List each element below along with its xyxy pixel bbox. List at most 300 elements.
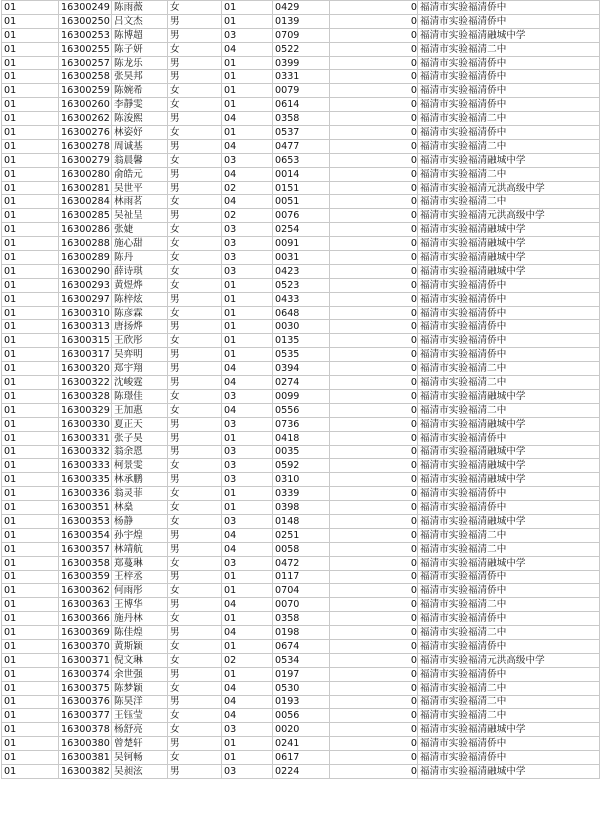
school-cell[interactable]: 福清市实验福清侨中	[418, 501, 600, 515]
name-cell[interactable]: 陈子妍	[112, 42, 168, 56]
gender-cell[interactable]: 女	[168, 612, 222, 626]
group-code-cell[interactable]: 04	[222, 376, 273, 390]
student-id-cell[interactable]: 16300313	[59, 320, 112, 334]
group-code-cell[interactable]: 04	[222, 542, 273, 556]
gender-cell[interactable]: 男	[168, 528, 222, 542]
gender-cell[interactable]: 男	[168, 112, 222, 126]
group-code-cell[interactable]: 04	[222, 167, 273, 181]
seat-number-cell[interactable]: 0274	[273, 376, 330, 390]
school-cell[interactable]: 福清市实验福清侨中	[418, 737, 600, 751]
seat-number-cell[interactable]: 0241	[273, 737, 330, 751]
district-code-cell[interactable]: 01	[2, 209, 59, 223]
group-code-cell[interactable]: 03	[222, 445, 273, 459]
flag-cell[interactable]: 0	[330, 501, 418, 515]
district-code-cell[interactable]: 01	[2, 598, 59, 612]
gender-cell[interactable]: 女	[168, 653, 222, 667]
gender-cell[interactable]: 女	[168, 389, 222, 403]
district-code-cell[interactable]: 01	[2, 737, 59, 751]
group-code-cell[interactable]: 03	[222, 28, 273, 42]
group-code-cell[interactable]: 03	[222, 723, 273, 737]
seat-number-cell[interactable]: 0709	[273, 28, 330, 42]
school-cell[interactable]: 福清市实验福清融城中学	[418, 264, 600, 278]
district-code-cell[interactable]: 01	[2, 264, 59, 278]
school-cell[interactable]: 福清市实验福清二中	[418, 139, 600, 153]
gender-cell[interactable]: 男	[168, 292, 222, 306]
name-cell[interactable]: 吕文杰	[112, 14, 168, 28]
district-code-cell[interactable]: 01	[2, 723, 59, 737]
name-cell[interactable]: 沈峻霆	[112, 376, 168, 390]
school-cell[interactable]: 福清市实验福清侨中	[418, 278, 600, 292]
name-cell[interactable]: 郑蔓琳	[112, 556, 168, 570]
seat-number-cell[interactable]: 0197	[273, 667, 330, 681]
school-cell[interactable]: 福清市实验福清二中	[418, 709, 600, 723]
district-code-cell[interactable]: 01	[2, 278, 59, 292]
flag-cell[interactable]: 0	[330, 98, 418, 112]
seat-number-cell[interactable]: 0331	[273, 70, 330, 84]
seat-number-cell[interactable]: 0091	[273, 237, 330, 251]
seat-number-cell[interactable]: 0592	[273, 459, 330, 473]
flag-cell[interactable]: 0	[330, 56, 418, 70]
name-cell[interactable]: 吴祉呈	[112, 209, 168, 223]
district-code-cell[interactable]: 01	[2, 14, 59, 28]
school-cell[interactable]: 福清市实验福清侨中	[418, 584, 600, 598]
name-cell[interactable]: 曾楚轩	[112, 737, 168, 751]
gender-cell[interactable]: 女	[168, 501, 222, 515]
flag-cell[interactable]: 0	[330, 542, 418, 556]
district-code-cell[interactable]: 01	[2, 709, 59, 723]
group-code-cell[interactable]: 01	[222, 751, 273, 765]
group-code-cell[interactable]: 01	[222, 667, 273, 681]
student-id-cell[interactable]: 16300280	[59, 167, 112, 181]
student-id-cell[interactable]: 16300333	[59, 459, 112, 473]
group-code-cell[interactable]: 01	[222, 584, 273, 598]
flag-cell[interactable]: 0	[330, 14, 418, 28]
flag-cell[interactable]: 0	[330, 251, 418, 265]
student-id-cell[interactable]: 16300374	[59, 667, 112, 681]
flag-cell[interactable]: 0	[330, 639, 418, 653]
school-cell[interactable]: 福清市实验福清二中	[418, 167, 600, 181]
name-cell[interactable]: 陈梓炫	[112, 292, 168, 306]
district-code-cell[interactable]: 01	[2, 70, 59, 84]
group-code-cell[interactable]: 01	[222, 501, 273, 515]
name-cell[interactable]: 王加惠	[112, 403, 168, 417]
seat-number-cell[interactable]: 0429	[273, 1, 330, 15]
seat-number-cell[interactable]: 0014	[273, 167, 330, 181]
school-cell[interactable]: 福清市实验福清二中	[418, 376, 600, 390]
seat-number-cell[interactable]: 0251	[273, 528, 330, 542]
group-code-cell[interactable]: 04	[222, 42, 273, 56]
seat-number-cell[interactable]: 0135	[273, 334, 330, 348]
student-id-cell[interactable]: 16300315	[59, 334, 112, 348]
district-code-cell[interactable]: 01	[2, 459, 59, 473]
group-code-cell[interactable]: 01	[222, 570, 273, 584]
group-code-cell[interactable]: 02	[222, 209, 273, 223]
seat-number-cell[interactable]: 0399	[273, 56, 330, 70]
student-id-cell[interactable]: 16300370	[59, 639, 112, 653]
student-id-cell[interactable]: 16300317	[59, 348, 112, 362]
name-cell[interactable]: 翁晨馨	[112, 153, 168, 167]
district-code-cell[interactable]: 01	[2, 653, 59, 667]
district-code-cell[interactable]: 01	[2, 445, 59, 459]
district-code-cell[interactable]: 01	[2, 362, 59, 376]
gender-cell[interactable]: 女	[168, 709, 222, 723]
school-cell[interactable]: 福清市实验福清侨中	[418, 126, 600, 140]
name-cell[interactable]: 吴弈明	[112, 348, 168, 362]
seat-number-cell[interactable]: 0537	[273, 126, 330, 140]
gender-cell[interactable]: 女	[168, 459, 222, 473]
gender-cell[interactable]: 男	[168, 667, 222, 681]
gender-cell[interactable]: 女	[168, 639, 222, 653]
name-cell[interactable]: 王博华	[112, 598, 168, 612]
school-cell[interactable]: 福清市实验福清融城中学	[418, 417, 600, 431]
seat-number-cell[interactable]: 0674	[273, 639, 330, 653]
name-cell[interactable]: 陈龙乐	[112, 56, 168, 70]
group-code-cell[interactable]: 01	[222, 306, 273, 320]
gender-cell[interactable]: 男	[168, 417, 222, 431]
student-id-cell[interactable]: 16300253	[59, 28, 112, 42]
district-code-cell[interactable]: 01	[2, 542, 59, 556]
district-code-cell[interactable]: 01	[2, 431, 59, 445]
seat-number-cell[interactable]: 0736	[273, 417, 330, 431]
flag-cell[interactable]: 0	[330, 764, 418, 778]
group-code-cell[interactable]: 01	[222, 84, 273, 98]
name-cell[interactable]: 陈雨薇	[112, 1, 168, 15]
district-code-cell[interactable]: 01	[2, 223, 59, 237]
student-id-cell[interactable]: 16300381	[59, 751, 112, 765]
seat-number-cell[interactable]: 0704	[273, 584, 330, 598]
gender-cell[interactable]: 女	[168, 42, 222, 56]
district-code-cell[interactable]: 01	[2, 98, 59, 112]
seat-number-cell[interactable]: 0224	[273, 764, 330, 778]
name-cell[interactable]: 薛诗琪	[112, 264, 168, 278]
name-cell[interactable]: 夏正天	[112, 417, 168, 431]
student-id-cell[interactable]: 16300255	[59, 42, 112, 56]
student-id-cell[interactable]: 16300297	[59, 292, 112, 306]
gender-cell[interactable]: 男	[168, 167, 222, 181]
name-cell[interactable]: 王欣彤	[112, 334, 168, 348]
gender-cell[interactable]: 女	[168, 681, 222, 695]
group-code-cell[interactable]: 01	[222, 292, 273, 306]
school-cell[interactable]: 福清市实验福清融城中学	[418, 251, 600, 265]
district-code-cell[interactable]: 01	[2, 42, 59, 56]
district-code-cell[interactable]: 01	[2, 639, 59, 653]
flag-cell[interactable]: 0	[330, 431, 418, 445]
flag-cell[interactable]: 0	[330, 42, 418, 56]
name-cell[interactable]: 林靖航	[112, 542, 168, 556]
student-id-cell[interactable]: 16300357	[59, 542, 112, 556]
school-cell[interactable]: 福清市实验福清二中	[418, 542, 600, 556]
flag-cell[interactable]: 0	[330, 181, 418, 195]
flag-cell[interactable]: 0	[330, 695, 418, 709]
district-code-cell[interactable]: 01	[2, 237, 59, 251]
seat-number-cell[interactable]: 0020	[273, 723, 330, 737]
name-cell[interactable]: 余世强	[112, 667, 168, 681]
school-cell[interactable]: 福清市实验福清二中	[418, 681, 600, 695]
school-cell[interactable]: 福清市实验福清融城中学	[418, 445, 600, 459]
seat-number-cell[interactable]: 0556	[273, 403, 330, 417]
student-id-cell[interactable]: 16300377	[59, 709, 112, 723]
district-code-cell[interactable]: 01	[2, 376, 59, 390]
gender-cell[interactable]: 女	[168, 584, 222, 598]
district-code-cell[interactable]: 01	[2, 126, 59, 140]
student-id-cell[interactable]: 16300329	[59, 403, 112, 417]
student-id-cell[interactable]: 16300359	[59, 570, 112, 584]
school-cell[interactable]: 福清市实验福清二中	[418, 695, 600, 709]
school-cell[interactable]: 福清市实验福清融城中学	[418, 723, 600, 737]
school-cell[interactable]: 福清市实验福清二中	[418, 112, 600, 126]
group-code-cell[interactable]: 01	[222, 98, 273, 112]
seat-number-cell[interactable]: 0418	[273, 431, 330, 445]
school-cell[interactable]: 福清市实验福清融城中学	[418, 153, 600, 167]
school-cell[interactable]: 福清市实验福清元洪高级中学	[418, 653, 600, 667]
group-code-cell[interactable]: 01	[222, 1, 273, 15]
group-code-cell[interactable]: 03	[222, 237, 273, 251]
student-id-cell[interactable]: 16300328	[59, 389, 112, 403]
name-cell[interactable]: 陈博超	[112, 28, 168, 42]
gender-cell[interactable]: 男	[168, 542, 222, 556]
name-cell[interactable]: 吴昶泫	[112, 764, 168, 778]
flag-cell[interactable]: 0	[330, 209, 418, 223]
name-cell[interactable]: 吴世平	[112, 181, 168, 195]
name-cell[interactable]: 黄斯颖	[112, 639, 168, 653]
flag-cell[interactable]: 0	[330, 112, 418, 126]
seat-number-cell[interactable]: 0031	[273, 251, 330, 265]
seat-number-cell[interactable]: 0522	[273, 42, 330, 56]
name-cell[interactable]: 陈梦颖	[112, 681, 168, 695]
school-cell[interactable]: 福清市实验福清侨中	[418, 320, 600, 334]
flag-cell[interactable]: 0	[330, 626, 418, 640]
group-code-cell[interactable]: 03	[222, 417, 273, 431]
student-id-cell[interactable]: 16300330	[59, 417, 112, 431]
flag-cell[interactable]: 0	[330, 153, 418, 167]
flag-cell[interactable]: 0	[330, 417, 418, 431]
district-code-cell[interactable]: 01	[2, 84, 59, 98]
flag-cell[interactable]: 0	[330, 487, 418, 501]
gender-cell[interactable]: 女	[168, 223, 222, 237]
name-cell[interactable]: 孙宇煌	[112, 528, 168, 542]
district-code-cell[interactable]: 01	[2, 584, 59, 598]
gender-cell[interactable]: 男	[168, 209, 222, 223]
student-id-cell[interactable]: 16300260	[59, 98, 112, 112]
district-code-cell[interactable]: 01	[2, 195, 59, 209]
name-cell[interactable]: 吴钶畅	[112, 751, 168, 765]
flag-cell[interactable]: 0	[330, 376, 418, 390]
school-cell[interactable]: 福清市实验福清侨中	[418, 431, 600, 445]
name-cell[interactable]: 林燊	[112, 501, 168, 515]
district-code-cell[interactable]: 01	[2, 681, 59, 695]
group-code-cell[interactable]: 01	[222, 348, 273, 362]
school-cell[interactable]: 福清市实验福清侨中	[418, 570, 600, 584]
flag-cell[interactable]: 0	[330, 237, 418, 251]
gender-cell[interactable]: 女	[168, 1, 222, 15]
group-code-cell[interactable]: 01	[222, 431, 273, 445]
gender-cell[interactable]: 女	[168, 98, 222, 112]
flag-cell[interactable]: 0	[330, 28, 418, 42]
name-cell[interactable]: 周诚基	[112, 139, 168, 153]
school-cell[interactable]: 福清市实验福清侨中	[418, 612, 600, 626]
student-id-cell[interactable]: 16300258	[59, 70, 112, 84]
group-code-cell[interactable]: 04	[222, 403, 273, 417]
seat-number-cell[interactable]: 0058	[273, 542, 330, 556]
district-code-cell[interactable]: 01	[2, 306, 59, 320]
gender-cell[interactable]: 女	[168, 195, 222, 209]
gender-cell[interactable]: 男	[168, 139, 222, 153]
group-code-cell[interactable]: 01	[222, 70, 273, 84]
group-code-cell[interactable]: 04	[222, 195, 273, 209]
seat-number-cell[interactable]: 0193	[273, 695, 330, 709]
name-cell[interactable]: 陈婉希	[112, 84, 168, 98]
flag-cell[interactable]: 0	[330, 264, 418, 278]
flag-cell[interactable]: 0	[330, 528, 418, 542]
student-id-cell[interactable]: 16300286	[59, 223, 112, 237]
student-id-cell[interactable]: 16300288	[59, 237, 112, 251]
district-code-cell[interactable]: 01	[2, 403, 59, 417]
student-id-cell[interactable]: 16300259	[59, 84, 112, 98]
group-code-cell[interactable]: 03	[222, 223, 273, 237]
gender-cell[interactable]: 女	[168, 334, 222, 348]
gender-cell[interactable]: 女	[168, 278, 222, 292]
group-code-cell[interactable]: 01	[222, 320, 273, 334]
gender-cell[interactable]: 男	[168, 764, 222, 778]
gender-cell[interactable]: 女	[168, 403, 222, 417]
student-id-cell[interactable]: 16300322	[59, 376, 112, 390]
name-cell[interactable]: 张子昊	[112, 431, 168, 445]
gender-cell[interactable]: 男	[168, 737, 222, 751]
flag-cell[interactable]: 0	[330, 126, 418, 140]
flag-cell[interactable]: 0	[330, 84, 418, 98]
school-cell[interactable]: 福清市实验福清二中	[418, 362, 600, 376]
name-cell[interactable]: 李靜雯	[112, 98, 168, 112]
seat-number-cell[interactable]: 0198	[273, 626, 330, 640]
name-cell[interactable]: 王钰莹	[112, 709, 168, 723]
student-id-cell[interactable]: 16300262	[59, 112, 112, 126]
school-cell[interactable]: 福清市实验福清侨中	[418, 348, 600, 362]
flag-cell[interactable]: 0	[330, 195, 418, 209]
seat-number-cell[interactable]: 0534	[273, 653, 330, 667]
seat-number-cell[interactable]: 0358	[273, 112, 330, 126]
gender-cell[interactable]: 男	[168, 362, 222, 376]
district-code-cell[interactable]: 01	[2, 334, 59, 348]
school-cell[interactable]: 福清市实验福清二中	[418, 598, 600, 612]
seat-number-cell[interactable]: 0030	[273, 320, 330, 334]
name-cell[interactable]: 杨静	[112, 514, 168, 528]
flag-cell[interactable]: 0	[330, 681, 418, 695]
gender-cell[interactable]: 女	[168, 751, 222, 765]
seat-number-cell[interactable]: 0079	[273, 84, 330, 98]
school-cell[interactable]: 福清市实验福清侨中	[418, 306, 600, 320]
student-id-cell[interactable]: 16300375	[59, 681, 112, 695]
flag-cell[interactable]: 0	[330, 320, 418, 334]
student-id-cell[interactable]: 16300336	[59, 487, 112, 501]
seat-number-cell[interactable]: 0653	[273, 153, 330, 167]
student-id-cell[interactable]: 16300279	[59, 153, 112, 167]
name-cell[interactable]: 王梓丞	[112, 570, 168, 584]
group-code-cell[interactable]: 01	[222, 126, 273, 140]
name-cell[interactable]: 陈丹	[112, 251, 168, 265]
group-code-cell[interactable]: 01	[222, 737, 273, 751]
student-id-cell[interactable]: 16300276	[59, 126, 112, 140]
district-code-cell[interactable]: 01	[2, 320, 59, 334]
district-code-cell[interactable]: 01	[2, 28, 59, 42]
school-cell[interactable]: 福清市实验福清融城中学	[418, 28, 600, 42]
student-id-cell[interactable]: 16300332	[59, 445, 112, 459]
student-id-cell[interactable]: 16300369	[59, 626, 112, 640]
student-id-cell[interactable]: 16300289	[59, 251, 112, 265]
district-code-cell[interactable]: 01	[2, 612, 59, 626]
school-cell[interactable]: 福清市实验福清融城中学	[418, 389, 600, 403]
student-id-cell[interactable]: 16300285	[59, 209, 112, 223]
gender-cell[interactable]: 男	[168, 348, 222, 362]
name-cell[interactable]: 倪文琳	[112, 653, 168, 667]
group-code-cell[interactable]: 04	[222, 681, 273, 695]
student-id-cell[interactable]: 16300293	[59, 278, 112, 292]
seat-number-cell[interactable]: 0139	[273, 14, 330, 28]
name-cell[interactable]: 施丹林	[112, 612, 168, 626]
school-cell[interactable]: 福清市实验福清融城中学	[418, 473, 600, 487]
student-id-cell[interactable]: 16300310	[59, 306, 112, 320]
student-id-cell[interactable]: 16300363	[59, 598, 112, 612]
school-cell[interactable]: 福清市实验福清侨中	[418, 98, 600, 112]
gender-cell[interactable]: 男	[168, 473, 222, 487]
gender-cell[interactable]: 男	[168, 598, 222, 612]
district-code-cell[interactable]: 01	[2, 1, 59, 15]
gender-cell[interactable]: 男	[168, 28, 222, 42]
gender-cell[interactable]: 男	[168, 320, 222, 334]
district-code-cell[interactable]: 01	[2, 473, 59, 487]
name-cell[interactable]: 林姿妤	[112, 126, 168, 140]
group-code-cell[interactable]: 02	[222, 181, 273, 195]
district-code-cell[interactable]: 01	[2, 139, 59, 153]
district-code-cell[interactable]: 01	[2, 528, 59, 542]
flag-cell[interactable]: 0	[330, 667, 418, 681]
school-cell[interactable]: 福清市实验福清元洪高级中学	[418, 209, 600, 223]
school-cell[interactable]: 福清市实验福清二中	[418, 626, 600, 640]
district-code-cell[interactable]: 01	[2, 514, 59, 528]
flag-cell[interactable]: 0	[330, 403, 418, 417]
group-code-cell[interactable]: 01	[222, 334, 273, 348]
name-cell[interactable]: 黄煜烨	[112, 278, 168, 292]
name-cell[interactable]: 施心甜	[112, 237, 168, 251]
gender-cell[interactable]: 男	[168, 626, 222, 640]
gender-cell[interactable]: 男	[168, 14, 222, 28]
student-id-cell[interactable]: 16300376	[59, 695, 112, 709]
school-cell[interactable]: 福清市实验福清侨中	[418, 14, 600, 28]
gender-cell[interactable]: 女	[168, 556, 222, 570]
name-cell[interactable]: 林雨茗	[112, 195, 168, 209]
flag-cell[interactable]: 0	[330, 653, 418, 667]
flag-cell[interactable]: 0	[330, 459, 418, 473]
school-cell[interactable]: 福清市实验福清侨中	[418, 84, 600, 98]
student-id-cell[interactable]: 16300249	[59, 1, 112, 15]
gender-cell[interactable]: 女	[168, 487, 222, 501]
district-code-cell[interactable]: 01	[2, 626, 59, 640]
flag-cell[interactable]: 0	[330, 612, 418, 626]
seat-number-cell[interactable]: 0339	[273, 487, 330, 501]
school-cell[interactable]: 福清市实验福清融城中学	[418, 764, 600, 778]
district-code-cell[interactable]: 01	[2, 667, 59, 681]
district-code-cell[interactable]: 01	[2, 487, 59, 501]
seat-number-cell[interactable]: 0472	[273, 556, 330, 570]
seat-number-cell[interactable]: 0535	[273, 348, 330, 362]
student-id-cell[interactable]: 16300250	[59, 14, 112, 28]
district-code-cell[interactable]: 01	[2, 348, 59, 362]
school-cell[interactable]: 福清市实验福清二中	[418, 195, 600, 209]
name-cell[interactable]: 何雨彤	[112, 584, 168, 598]
school-cell[interactable]: 福清市实验福清融城中学	[418, 237, 600, 251]
school-cell[interactable]: 福清市实验福清二中	[418, 528, 600, 542]
seat-number-cell[interactable]: 0148	[273, 514, 330, 528]
seat-number-cell[interactable]: 0394	[273, 362, 330, 376]
